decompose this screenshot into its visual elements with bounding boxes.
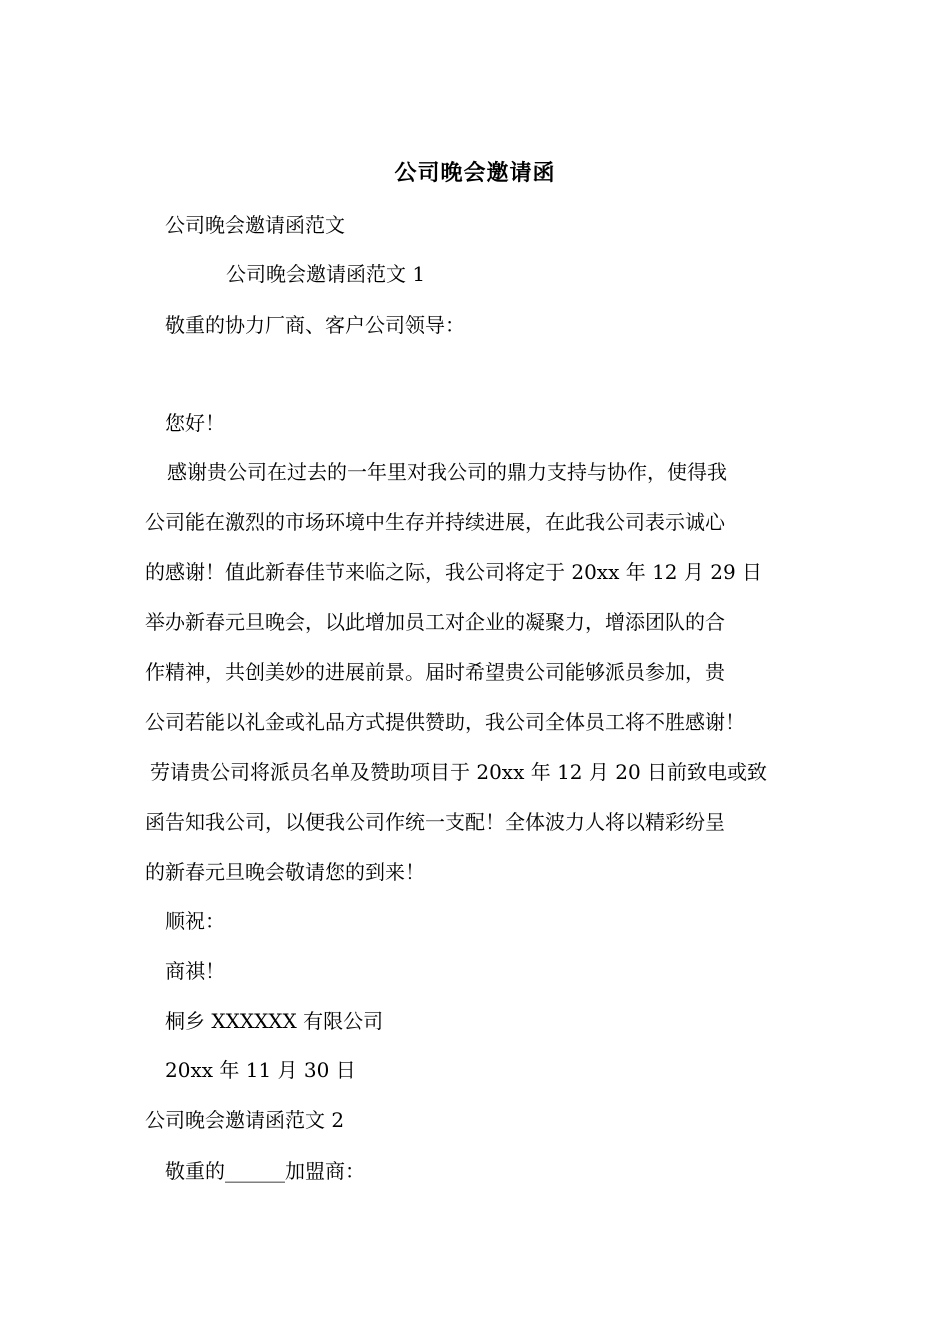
body-line: 感谢贵公司在过去的一年里对我公司的鼎力支持与协作，使得我 xyxy=(167,460,727,484)
greeting: 您好！ xyxy=(165,411,225,435)
closing-line-2: 商祺！ xyxy=(165,959,225,983)
body-line: 的新春元旦晚会敬请您的到来！ xyxy=(145,860,425,884)
body-line: 公司能在激烈的市场环境中生存并持续进展，在此我公司表示诚心 xyxy=(145,510,725,534)
body-line: 作精神，共创美妙的进展前景。届时希望贵公司能够派员参加，贵 xyxy=(145,660,725,684)
body-line: 公司若能以礼金或礼品方式提供赞助，我公司全体员工将不胜感谢！ xyxy=(145,710,745,734)
body-line: 举办新春元旦晚会，以此增加员工对企业的凝聚力，增添团队的合 xyxy=(145,610,725,634)
section2-heading: 公司晚会邀请函范文 2 xyxy=(145,1108,345,1132)
document-title: 公司晚会邀请函 xyxy=(394,160,556,186)
body-paragraph xyxy=(145,447,825,897)
body-line: 的感谢！值此新春佳节来临之际，我公司将定于 20xx 年 12 月 29 日 xyxy=(145,560,763,584)
body-line: 函告知我公司，以便我公司作统一支配！全体波力人将以精彩纷呈 xyxy=(145,810,725,834)
closing-line-1: 顺祝： xyxy=(165,909,225,933)
document-subtitle: 公司晚会邀请函范文 xyxy=(165,213,345,237)
salutation: 敬重的协力厂商、客户公司领导： xyxy=(165,313,465,337)
body-line: 劳请贵公司将派员名单及赞助项目于 20xx 年 12 月 20 日前致电或致 xyxy=(150,760,768,784)
salutation-2: 敬重的______加盟商： xyxy=(165,1159,365,1183)
letter-date: 20xx 年 11 月 30 日 xyxy=(165,1058,356,1082)
section1-heading: 公司晚会邀请函范文 1 xyxy=(226,262,426,286)
company-name: 桐乡 XXXXXX 有限公司 xyxy=(165,1009,384,1033)
